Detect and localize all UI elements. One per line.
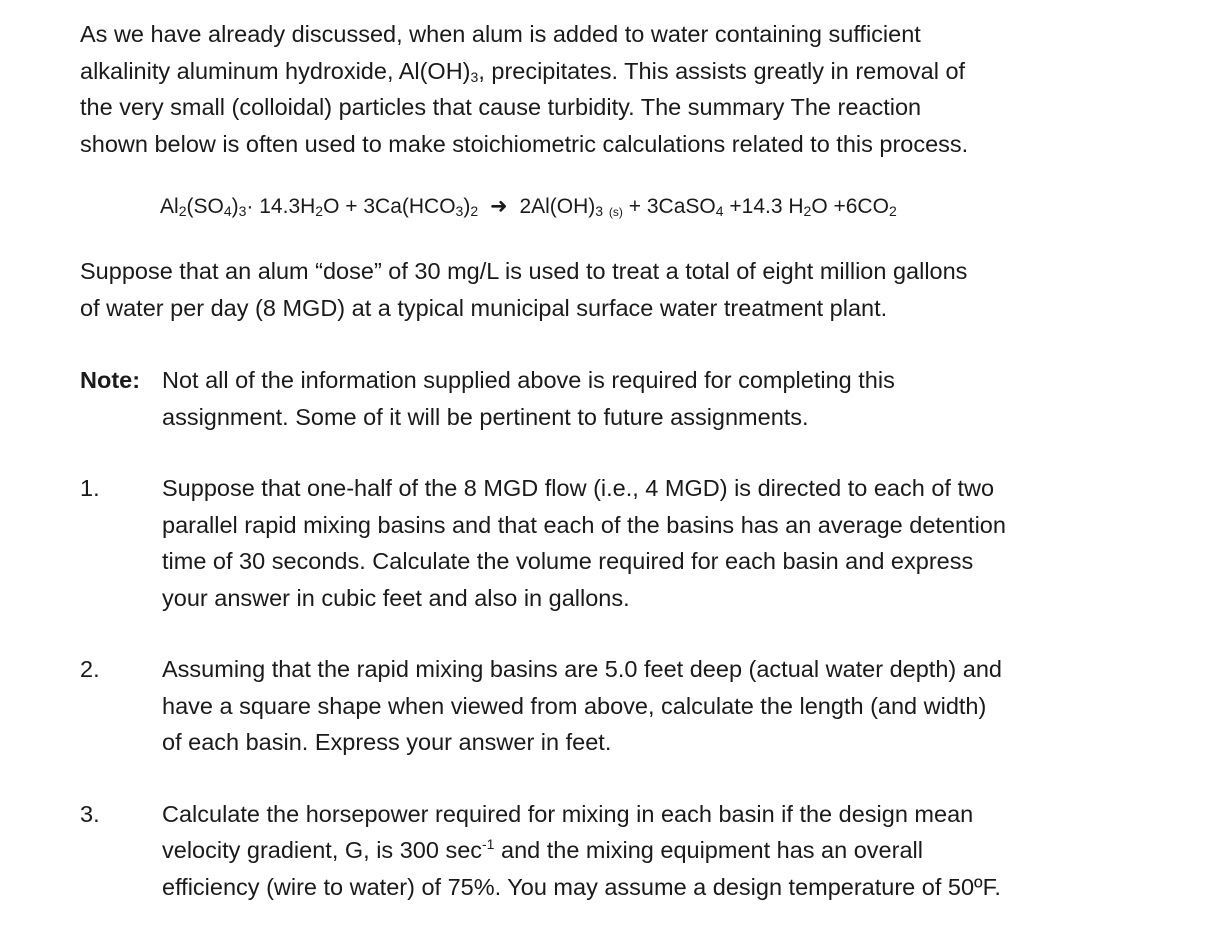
note-text xyxy=(162,362,1190,435)
scenario-line: of water per day (8 MGD) at a typical municipal surface water treatment plant. xyxy=(80,294,888,321)
question-number: 1. xyxy=(80,475,100,501)
eq-subscript: 3 xyxy=(238,203,247,219)
eq-text: ) xyxy=(231,195,239,218)
question-line: efficiency (wire to water) of 75%. You may assume a design temperature of 50ºF. xyxy=(162,873,1001,900)
eq-subscript: 4 xyxy=(715,203,724,219)
eq-text: ) xyxy=(463,195,471,218)
note-block xyxy=(80,362,1190,435)
scenario-paragraph xyxy=(80,253,1190,326)
eq-subscript: 2 xyxy=(315,203,324,219)
note-line: Not all of the information supplied above is required for completing this xyxy=(162,367,895,393)
eq-text: O + 3Ca(HCO xyxy=(323,195,456,218)
question-line: Assuming that the rapid mixing basins are 5.0 feet deep (actual water depth) and xyxy=(162,656,1002,682)
eq-text: +14.3 H xyxy=(729,195,804,218)
subscript: 3 xyxy=(470,68,479,85)
eq-subscript: 3 xyxy=(455,203,464,219)
eq-text: · 14.3H xyxy=(246,195,316,218)
question-text xyxy=(162,796,1190,906)
eq-text: Al xyxy=(160,195,179,218)
eq-subscript: 2 xyxy=(888,203,897,219)
note-line: assignment. Some of it will be pertinent to future assignments. xyxy=(162,403,809,430)
eq-subscript: 4 xyxy=(223,203,232,219)
eq-subscript: 2 xyxy=(470,203,479,219)
question-3 xyxy=(80,796,1190,906)
exponent: -1 xyxy=(482,836,495,852)
note-label: Note: xyxy=(80,367,141,393)
question-2 xyxy=(80,651,1190,761)
question-line: velocity gradient, G, is 300 sec xyxy=(162,837,483,863)
question-line: Calculate the horsepower required for mixing in each basin if the design mean xyxy=(162,800,974,827)
question-text xyxy=(162,651,1190,761)
question-number: 3. xyxy=(80,800,100,827)
question-line: time of 30 seconds. Calculate the volume required for each basin and express xyxy=(162,548,974,574)
question-number: 2. xyxy=(80,656,100,682)
question-line: of each basin. Express your answer in feet. xyxy=(162,729,612,755)
eq-text: 2Al(OH) xyxy=(519,195,596,218)
chemical-equation xyxy=(160,189,1190,225)
eq-subscript: 3 xyxy=(595,203,604,219)
eq-text: O +6CO xyxy=(811,195,889,218)
intro-line: As we have already discussed, when alum is added to water containing sufficient xyxy=(80,21,921,47)
question-text xyxy=(162,470,1190,616)
eq-phase: (s) xyxy=(608,205,623,219)
assignment-document xyxy=(80,16,1190,940)
scenario-line: Suppose that an alum “dose” of 30 mg/L is used to treat a total of eight million gallons xyxy=(80,258,968,284)
eq-text: (SO xyxy=(186,195,224,218)
question-1 xyxy=(80,470,1190,616)
question-line: parallel rapid mixing basins and that each of the basins has an average detention xyxy=(162,511,1006,538)
question-line: and the mixing equipment has an overall xyxy=(494,837,923,863)
intro-line: the very small (colloidal) particles that cause turbidity. The summary The reaction xyxy=(80,94,922,120)
question-line: have a square shape when viewed from above, calculate the length (and width) xyxy=(162,692,987,719)
intro-line: , precipitates. This assists greatly in removal of xyxy=(478,57,966,84)
intro-line: shown below is often used to make stoichiometric calculations related to this process. xyxy=(80,130,969,157)
question-line: Suppose that one-half of the 8 MGD flow (i.e., 4 MGD) is directed to each of two xyxy=(162,475,995,501)
intro-paragraph xyxy=(80,16,1190,162)
arrow-icon: ➜ xyxy=(489,195,508,218)
intro-line: alkalinity aluminum hydroxide, Al(OH) xyxy=(80,57,471,84)
eq-text: + 3CaSO xyxy=(628,195,716,218)
question-line: your answer in cubic feet and also in gallons. xyxy=(162,584,630,611)
eq-subscript: 2 xyxy=(803,203,812,219)
eq-subscript: 2 xyxy=(178,203,187,219)
